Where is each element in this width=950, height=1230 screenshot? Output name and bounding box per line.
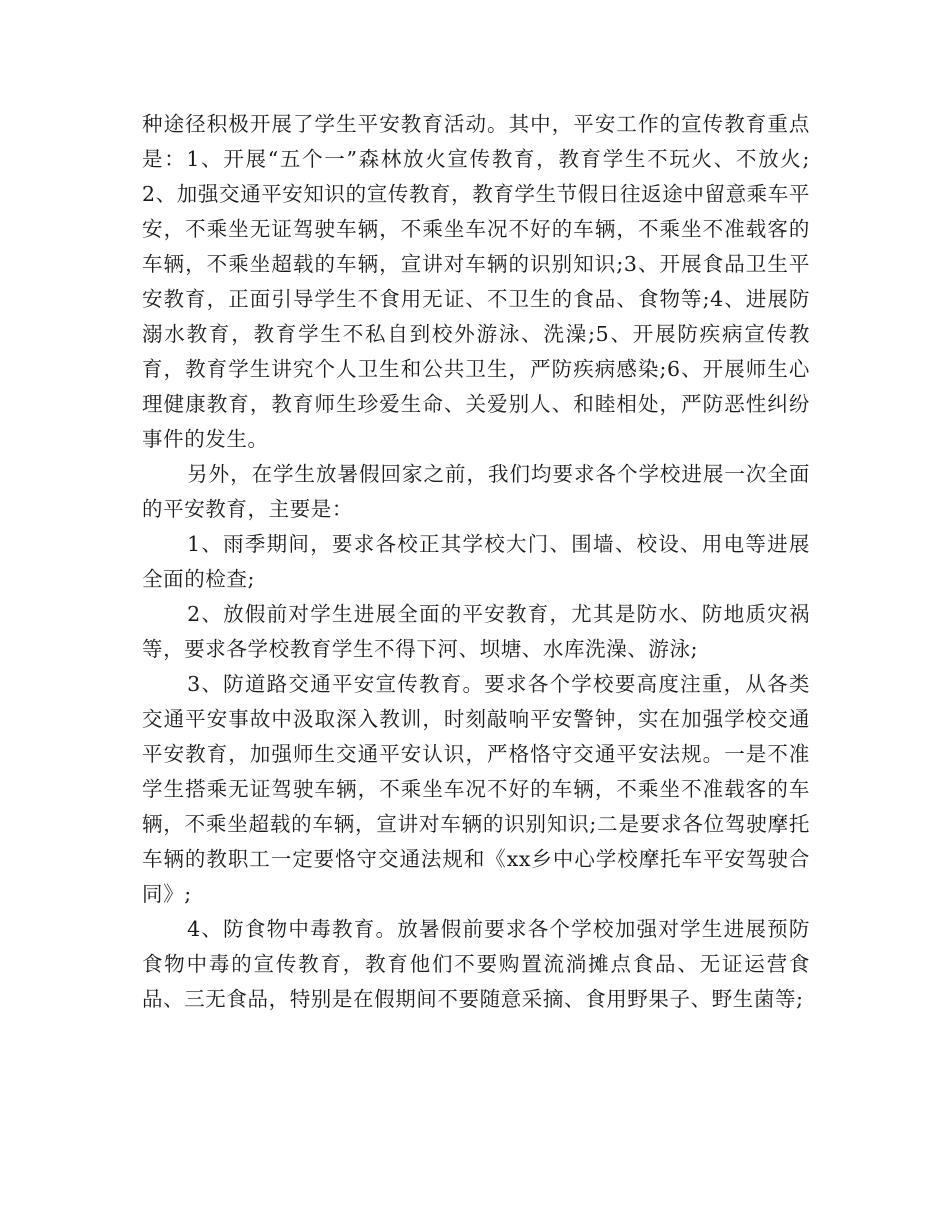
paragraph-item-4-food-poisoning: 4、防食物中毒教育。放暑假前要求各个学校加强对学生进展预防食物中毒的宣传教育，教育他们不要购置流淌摊点食品、无证运营食品、三无食品，特别是在假期间不要随意采摘、食用野果子、野生菌等; — [142, 917, 810, 1011]
paragraph-item-2-pre-holiday: 2、放假前对学生进展全面的平安教育，尤其是防水、防地质灾祸等，要求各学校教育学生不得下河、坝塘、水库洗澡、游泳; — [142, 602, 810, 661]
paragraph-item-3-traffic-safety: 3、防道路交通平安宣传教育。要求各个学校要高度注重，从各类交通平安事故中汲取深入教训，时刻敲响平安警钟，实在加强学校交通平安教育，加强师生交通平安认识，严格恪守交通平安法规。一是不准学生搭乘无证驾驶车辆，不乘坐车况不好的车辆，不乘坐不准载客的车辆，不乘坐超载的车辆，宣讲对车辆的识别知识;二是要求各位驾驶摩托车辆的教职工一定要恪守交通法规和《xx乡中心学校摩托车平安驾驶合同》; — [142, 672, 810, 906]
document-page — [142, 107, 810, 1017]
paragraph-safety-education-focus: 种途径积极开展了学生平安教育活动。其中，平安工作的宣传教育重点是：1、开展“五个一”森林放火宣传教育，教育学生不玩火、不放火;2、加强交通平安知识的宣传教育，教育学生节假日往返途中留意乘车平安，不乘坐无证驾驶车辆，不乘坐车况不好的车辆，不乘坐不准载客的车辆，不乘坐超载的车辆，宣讲对车辆的识别知识;3、开展食品卫生平安教育，正面引导学生不食用无证、不卫生的食品、食物等;4、进展防溺水教育，教育学生不私自到校外游泳、洗澡;5、开展防疾病宣传教育，教育学生讲究个人卫生和公共卫生，严防疾病感染;6、开展师生心理健康教育，教育师生珍爱生命、关爱别人、和睦相处，严防恶性纠纷事件的发生。 — [142, 112, 810, 451]
paragraph-item-1-rainy-season: 1、雨季期间，要求各校正其学校大门、围墙、校设、用电等进展全面的检查; — [142, 532, 810, 591]
paragraph-summer-vacation-intro: 另外，在学生放暑假回家之前，我们均要求各个学校进展一次全面的平安教育，主要是： — [142, 462, 810, 521]
